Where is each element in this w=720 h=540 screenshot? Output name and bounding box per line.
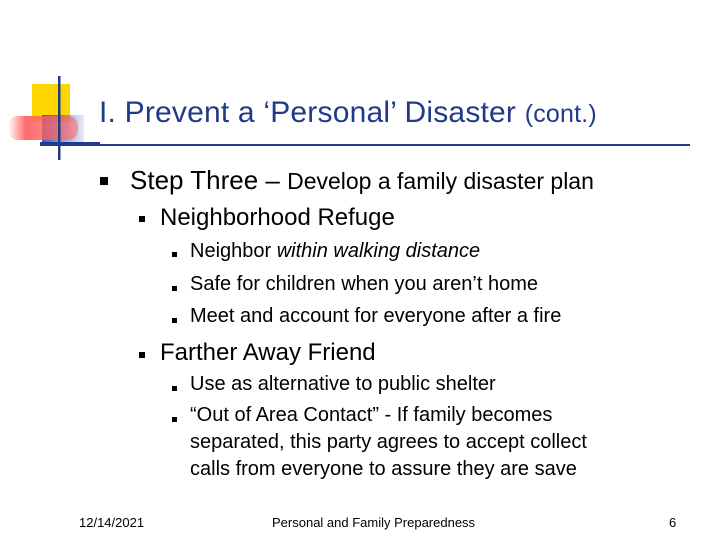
logo-red-bar [8, 116, 78, 140]
list-item: Safe for children when you aren’t home [190, 273, 538, 295]
list-item-prefix: Neighbor [190, 240, 277, 262]
bullet-level1 [100, 177, 108, 185]
list-item-line-3: calls from everyone to assure they are save [190, 458, 577, 480]
list-item-emphasis: within walking distance [276, 240, 481, 262]
footer-date: 12/14/2021 [79, 515, 145, 530]
level1-label-main: Step Three – [130, 165, 280, 195]
list-item [190, 240, 480, 263]
title-underline [40, 144, 690, 146]
footer-title: Personal and Family Preparedness [272, 515, 476, 530]
bullet-level3 [172, 318, 177, 323]
level1-text [130, 165, 594, 196]
bullet-level2 [139, 352, 145, 358]
section-heading-neighborhood-refuge: Neighborhood Refuge [160, 204, 395, 231]
bullet-level3 [172, 252, 177, 257]
bullet-level3 [172, 417, 177, 422]
slide-title-main: I. Prevent a ‘Personal’ Disaster [99, 96, 517, 129]
list-item-line-1: “Out of Area Contact” - If family becomes [190, 404, 553, 426]
bullet-level3 [172, 286, 177, 291]
section-heading-farther-away-friend: Farther Away Friend [160, 339, 376, 366]
footer-page-number: 6 [669, 515, 677, 530]
logo-vertical-line [58, 76, 61, 160]
list-item: Meet and account for everyone after a fire [190, 305, 562, 327]
slide-title-suffix: (cont.) [524, 100, 597, 128]
bullet-level2 [139, 216, 145, 222]
list-item: Use as alternative to public shelter [190, 373, 496, 395]
bullet-level3 [172, 386, 177, 391]
slide-title [99, 96, 597, 130]
list-item-line-2: separated, this party agrees to accept collect [190, 431, 587, 453]
level1-label-rest: Develop a family disaster plan [287, 168, 594, 194]
